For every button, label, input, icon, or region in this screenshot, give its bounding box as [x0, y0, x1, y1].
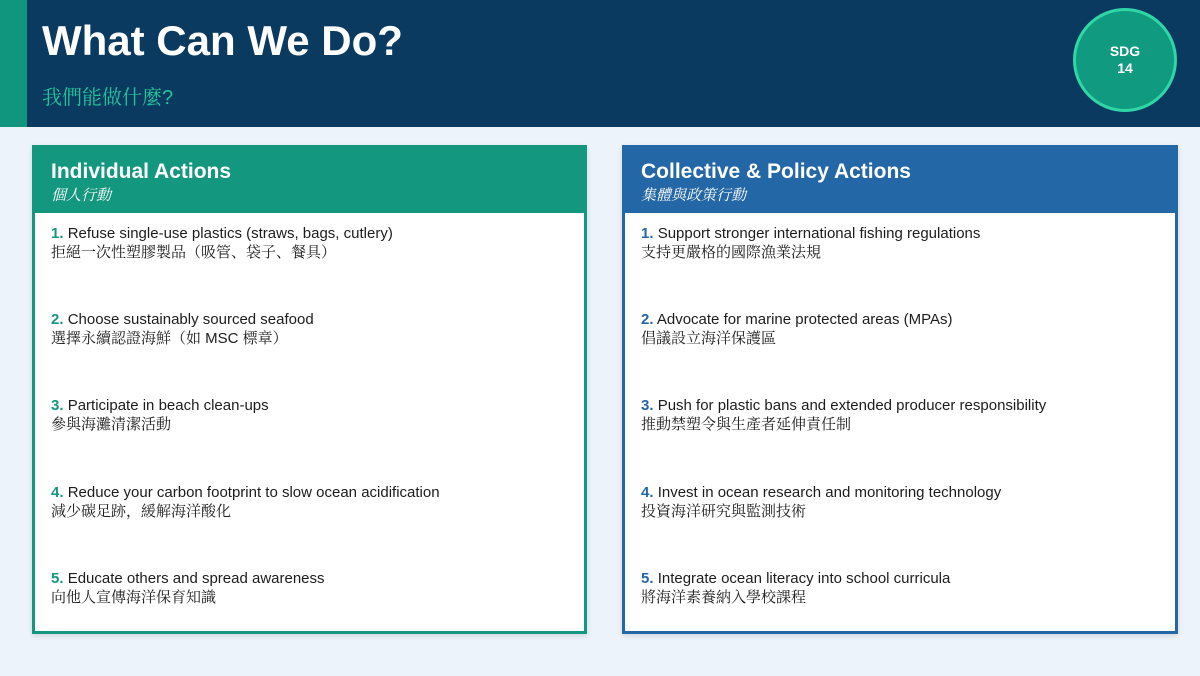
item-number: 1. — [641, 225, 654, 242]
sdg-badge-label: SDG — [1109, 43, 1141, 59]
collective-actions-panel — [622, 145, 1178, 634]
list-item — [51, 224, 574, 262]
item-text-en: Push for plastic bans and extended producer responsibility — [657, 397, 1047, 414]
panel-title: Individual Actions — [51, 160, 232, 183]
slide-subtitle: 我們能做什麼? — [42, 87, 174, 109]
collective-actions-header — [625, 148, 1175, 213]
individual-actions-panel — [32, 145, 587, 634]
item-number: 4. — [51, 484, 64, 501]
item-number: 1. — [51, 225, 64, 242]
slide-title: What Can We Do? — [42, 17, 403, 64]
item-number: 5. — [641, 570, 654, 587]
list-item — [51, 483, 574, 521]
list-item — [51, 396, 574, 434]
list-item — [641, 224, 1165, 262]
item-text-en: Choose sustainably sourced seafood — [67, 311, 314, 328]
panel-title: Collective & Policy Actions — [641, 160, 911, 183]
panel-subtitle: 個人行動 — [51, 187, 112, 204]
item-number: 2. — [51, 311, 64, 328]
list-item — [641, 569, 1165, 607]
item-text-en: Reduce your carbon footprint to slow ocean acidification — [67, 484, 440, 501]
item-text-en: Refuse single-use plastics (straws, bags, cutlery) — [67, 225, 393, 242]
item-text-zh: 倡議設立海洋保護區 — [641, 330, 777, 347]
list-item — [641, 483, 1165, 521]
item-text-zh: 減少碳足跡，緩解海洋酸化 — [51, 503, 232, 520]
item-text-en: Advocate for marine protected areas (MPAs) — [656, 311, 953, 328]
sdg-badge-number: 14 — [1117, 60, 1133, 76]
item-text-zh: 向他人宣傳海洋保育知識 — [51, 589, 217, 606]
item-text-en: Integrate ocean literacy into school curricula — [657, 570, 951, 587]
item-number: 5. — [51, 570, 64, 587]
list-item — [51, 569, 574, 607]
item-text-en: Invest in ocean research and monitoring technology — [657, 484, 1002, 501]
sdg-badge — [1073, 8, 1177, 112]
item-text-zh: 參與海灘清潔活動 — [51, 416, 172, 433]
item-number: 2. — [641, 311, 654, 328]
item-text-zh: 支持更嚴格的國際漁業法規 — [641, 244, 822, 261]
item-number: 3. — [51, 397, 64, 414]
list-item — [51, 310, 574, 348]
item-text-zh: 將海洋素養納入學校課程 — [641, 589, 807, 606]
list-item — [641, 310, 1165, 348]
item-text-en: Participate in beach clean-ups — [67, 397, 269, 414]
item-text-zh: 拒絕一次性塑膠製品（吸管、袋子、餐具） — [51, 244, 337, 261]
item-number: 4. — [641, 484, 654, 501]
slide-header — [0, 0, 1200, 127]
header-accent-bar — [0, 0, 27, 127]
item-text-zh: 推動禁塑令與生產者延伸責任制 — [641, 416, 852, 433]
item-text-en: Support stronger international fishing regulations — [657, 225, 981, 242]
panel-subtitle: 集體與政策行動 — [641, 187, 747, 204]
item-text-zh: 投資海洋研究與監測技術 — [641, 503, 807, 520]
individual-actions-header — [35, 148, 584, 213]
list-item — [641, 396, 1165, 434]
item-text-zh: 選擇永續認證海鮮（如 MSC 標章） — [51, 330, 288, 347]
item-number: 3. — [641, 397, 654, 414]
item-text-en: Educate others and spread awareness — [67, 570, 325, 587]
